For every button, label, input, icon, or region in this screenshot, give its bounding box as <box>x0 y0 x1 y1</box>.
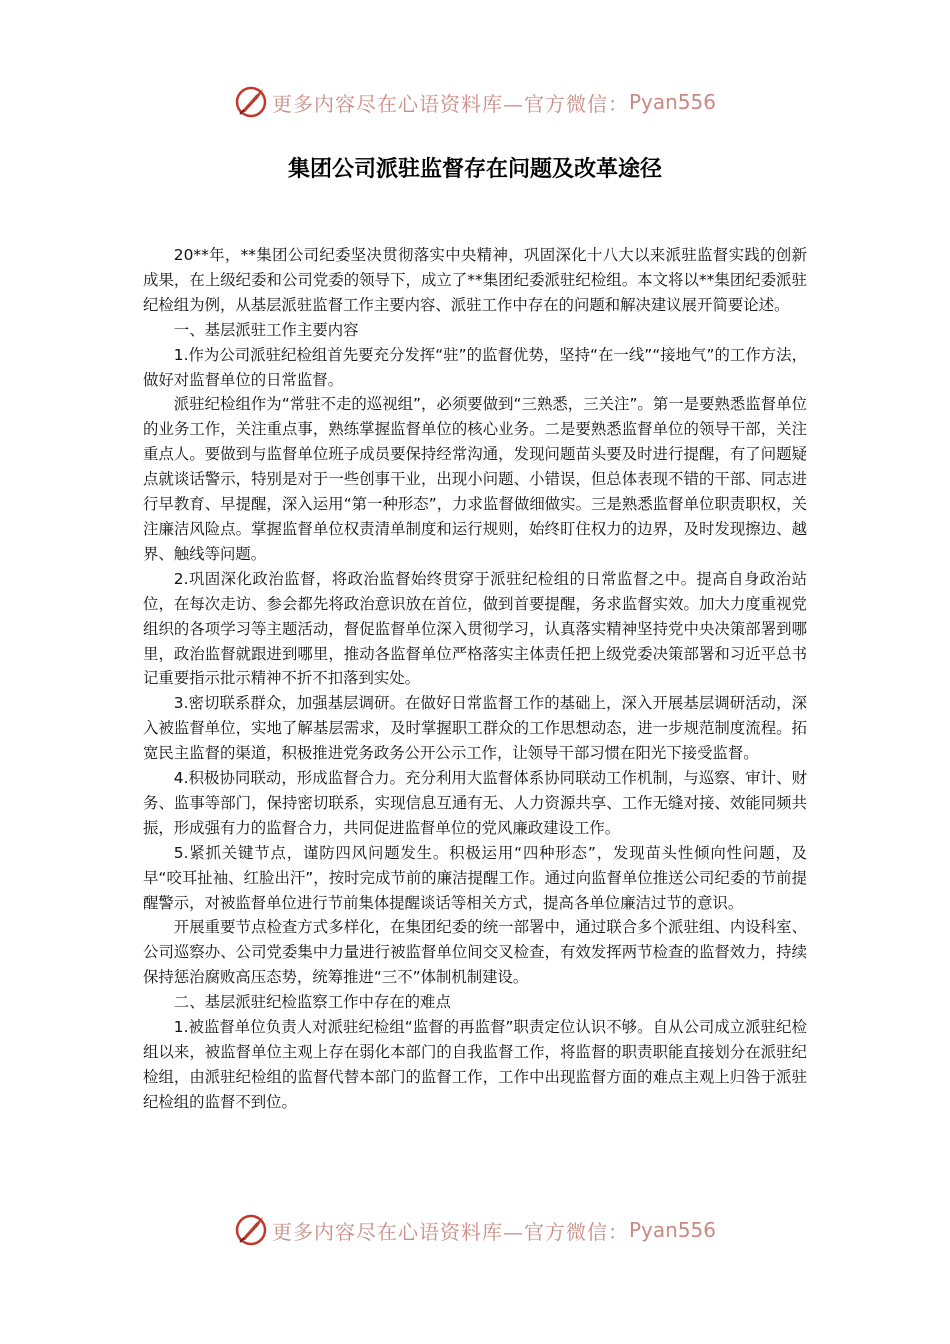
paragraph-item-2: 2.巩固深化政治监督，将政治监督始终贯穿于派驻纪检组的日常监督之中。提高自身政治站位，在每次走访、参会都先将政治意识放在首位，做到首要提醒，务求监督实效。加大力度重视党组织的各项学习等主题活动，督促监督单位深入贯彻学习，认真落实精神坚持党中央决策部署到哪里，政治监督就跟进到哪里，推动各监督单位严格落实主体责任把上级党委决策部署和习近平总书记重要指示批示精神不折不扣落到实处。 <box>143 569 807 688</box>
paragraph-item-4: 4.积极协同联动，形成监督合力。充分利用大监督体系协同联动工作机制，与巡察、审计、财务、监事等部门，保持密切联系，实现信息互通有无、人力资源共享、工作无缝对接、效能同频共振，形成强有力的监督合力，共同促进监督单位的党风廉政建设工作。 <box>143 769 807 837</box>
paragraph-item-1-detail: 派驻纪检组作为“常驻不走的巡视组”，必须要做到“三熟悉，三关注”。第一是要熟悉监督单位的业务工作，关注重点事，熟练掌握监督单位的核心业务。二是要熟悉监督单位的领导干部，关注重点人。要做到与监督单位班子成员要保持经常沟通，发现问题苗头要及时进行提醒，有了问题疑点就谈话警示，特别是对于一些创事干业，出现小问题、小错误，但总体表现不错的干部、同志进行早教育、早提醒，深入运用“第一种形态”，力求监督做细做实。三是熟悉监督单位职责职权，关注廉洁风险点。掌握监督单位权责清单制度和运行规则，始终盯住权力的边界，及时发现擦边、越界、触线等问题。 <box>143 395 807 563</box>
watermark-slogan: 更多内容尽在心语资料库—官方微信： <box>271 91 629 116</box>
paragraph-intro: 20**年，**集团公司纪委坚决贯彻落实中央精神，巩固深化十八大以来派驻监督实践的创新成果，在上级纪委和公司党委的领导下，成立了**集团纪委派驻纪检组。本文将以**集团纪委派驻纪检组为例，从基层派驻监督工作主要内容、派驻工作中存在的问题和解决建议展开简要论述。 <box>143 246 807 314</box>
quill-pen-logo-icon <box>234 85 268 119</box>
document-body <box>143 243 807 1115</box>
watermark-slogan: 更多内容尽在心语资料库—官方微信： <box>271 1219 629 1244</box>
section-heading-2: 二、基层派驻纪检监察工作中存在的难点 <box>173 993 451 1012</box>
watermark-banner-top <box>0 82 950 122</box>
quill-pen-logo-icon <box>234 1213 268 1247</box>
paragraph-item-3: 3.密切联系群众，加强基层调研。在做好日常监督工作的基础上，深入开展基层调研活动，深入被监督单位，实地了解基层需求，及时掌握职工群众的工作思想动态，进一步规范制度流程。拓宽民主监督的渠道，积极推进党务政务公开公示工作，让领导干部习惯在阳光下接受监督。 <box>143 694 807 763</box>
paragraph-item-5-detail: 开展重要节点检查方式多样化，在集团纪委的统一部署中，通过联合多个派驻组、内设科室、公司巡察办、公司党委集中力量进行被监督单位间交叉检查，有效发挥两节检查的监督效力，持续保持惩治腐败高压态势，统筹推进“三不”体制机制建设。 <box>143 918 807 987</box>
paragraph-item-1: 1.作为公司派驻纪检组首先要充分发挥“驻”的监督优势，坚持“在一线”“接地气”的工作方法，做好对监督单位的日常监督。 <box>143 345 807 389</box>
paragraph-item-5: 5.紧抓关键节点，谨防四风问题发生。积极运用“四种形态”，发现苗头性倾向性问题，及早“咬耳扯袖、红脸出汗”，按时完成节前的廉洁提醒工作。通过向监督单位推送公司纪委的节前提醒警示，对被监督单位进行节前集体提醒谈话等相关方式，提高各单位廉洁过节的意识。 <box>143 843 807 912</box>
section-heading-1: 一、基层派驻工作主要内容 <box>173 320 359 339</box>
document-title: 集团公司派驻监督存在问题及改革途径 <box>287 157 662 182</box>
paragraph-difficulty-1: 1.被监督单位负责人对派驻纪检组“监督的再监督”职责定位认识不够。自从公司成立派驻纪检组以来，被监督单位主观上存在弱化本部门的自我监督工作，将监督的职责职能直接划分在派驻纪检组，由派驻纪检组的监督代替本部门的监督工作，工作中出现监督方面的难点主观上归咎于派驻纪检组的监督不到位。 <box>143 1018 807 1111</box>
watermark-wechat-id: Pyan556 <box>628 1218 716 1242</box>
watermark-wechat-id: Pyan556 <box>628 90 716 114</box>
watermark-banner-bottom <box>0 1210 950 1250</box>
